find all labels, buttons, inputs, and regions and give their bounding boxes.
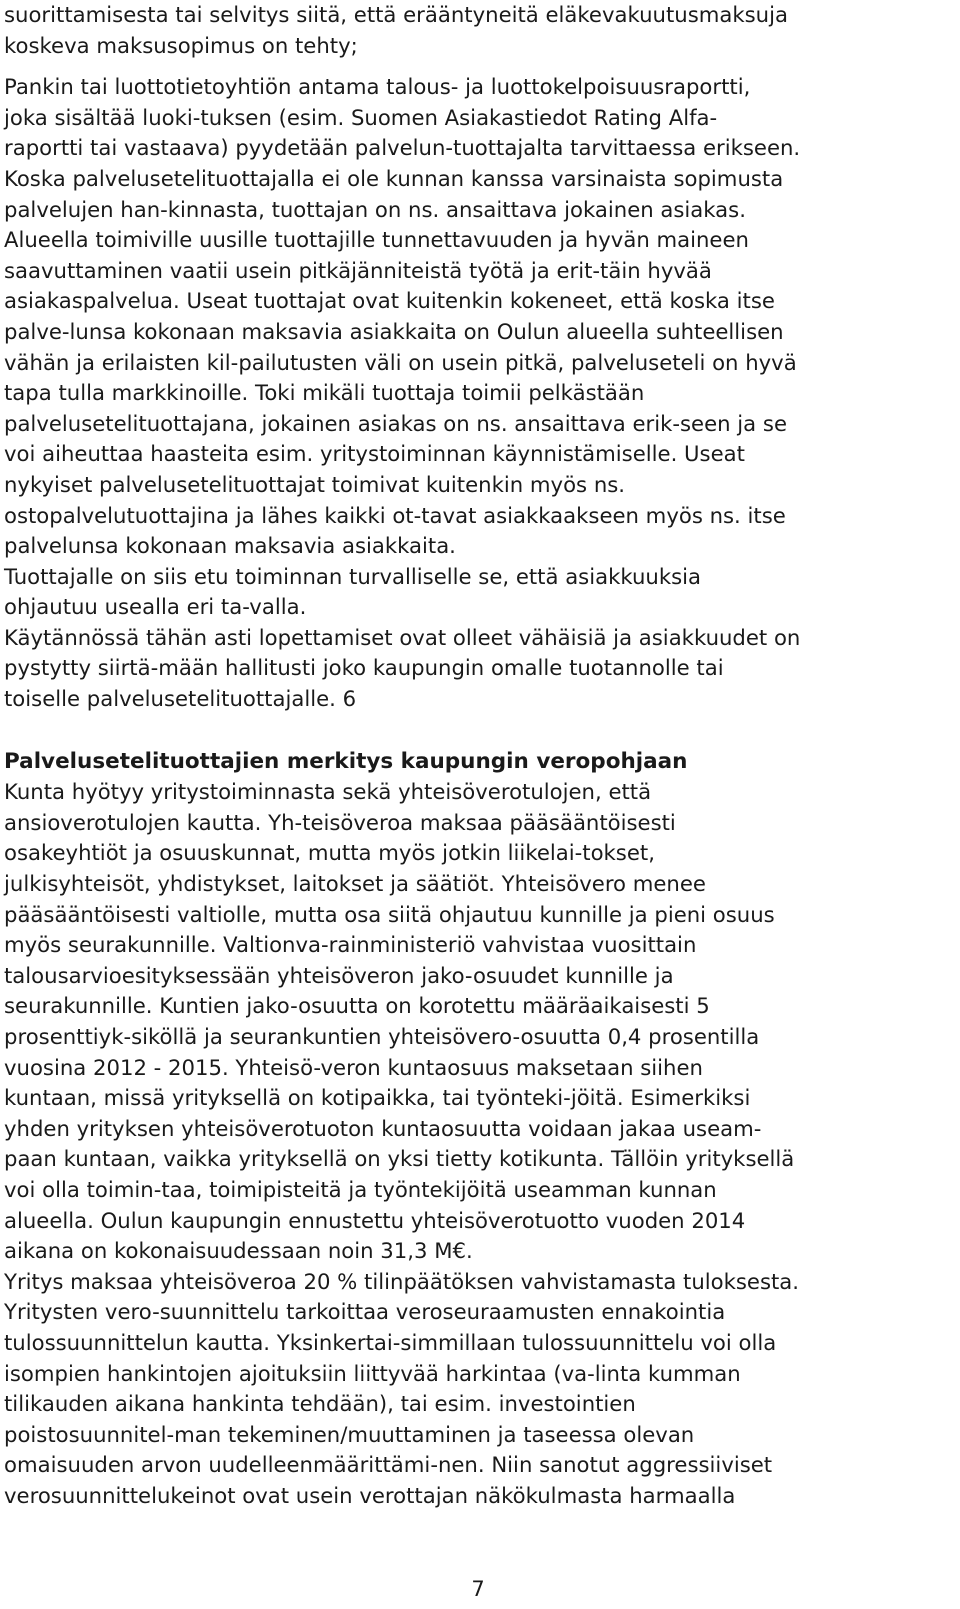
- text-line: yhden yrityksen yhteisöverotuoton kuntaosuutta voidaan jakaa useam-: [4, 1115, 762, 1141]
- text-line: paan kuntaan, vaikka yrityksellä on yksi tietty kotikunta. Tällöin yrityksellä: [4, 1146, 795, 1172]
- text-line: toiselle palvelusetelituottajalle. 6: [4, 686, 357, 712]
- text-line: palvelunsa kokonaan maksavia asiakkaita.: [4, 533, 456, 559]
- paragraph-tax-base: [4, 777, 952, 1511]
- text-line: omaisuuden arvon uudelleenmäärittämi-nen. Niin sanotut aggressiiviset: [4, 1452, 773, 1478]
- text-line: suorittamisesta tai selvitys siitä, että erääntyneitä eläkevakuutusmaksuja: [4, 2, 788, 27]
- text-line: palvelujen han-kinnasta, tuottajan on ns. ansaittava jokainen asiakas.: [4, 196, 746, 222]
- text-line: julkisyhteisöt, yhdistykset, laitokset ja säätiöt. Yhteisövero menee: [4, 871, 706, 897]
- text-line: asiakaspalvelua. Useat tuottajat ovat kuitenkin kokeneet, että koska itse: [4, 288, 775, 314]
- text-line: Yritysten vero-suunnittelu tarkoittaa veroseuraamusten ennakointia: [4, 1299, 726, 1325]
- text-line: seurakunnille. Kuntien jako-osuutta on korotettu määräaikaisesti 5: [4, 993, 710, 1019]
- text-line: palve-lunsa kokonaan maksavia asiakkaita on Oulun alueella suhteellisen: [4, 318, 784, 344]
- text-line: isompien hankintojen ajoituksiin liittyvää harkintaa (va-linta kumman: [4, 1360, 741, 1386]
- text-line: Tuottajalle on siis etu toiminnan turvalliselle se, että asiakkuuksia: [4, 563, 702, 589]
- text-line: joka sisältää luoki-tuksen (esim. Suomen Asiakastiedot Rating Alfa-: [4, 104, 718, 130]
- document-page: [4, 0, 952, 1601]
- text-line: nykyiset palvelusetelituottajat toimivat kuitenkin myös ns.: [4, 471, 626, 497]
- text-line: Koska palvelusetelituottajalla ei ole kunnan kanssa varsinaista sopimusta: [4, 165, 784, 191]
- text-line: ansioverotulojen kautta. Yh-teisöveroa maksaa pääsääntöisesti: [4, 809, 676, 835]
- text-line: saavuttaminen vaatii usein pitkäjänniteistä työtä ja erit-täin hyvää: [4, 257, 712, 283]
- text-line: koskeva maksusopimus on tehty;: [4, 32, 358, 58]
- text-line: myös seurakunnille. Valtionva-rainministeriö vahvistaa vuosittain: [4, 932, 697, 958]
- text-line: Pankin tai luottotietoyhtiön antama talous- ja luottokelpoisuusraportti,: [4, 74, 751, 100]
- text-line: tapa tulla markkinoille. Toki mikäli tuottaja toimii pelkästään: [4, 380, 645, 406]
- text-line: Kunta hyötyy yritystoiminnasta sekä yhteisöverotulojen, että: [4, 779, 652, 805]
- text-line: ostopalvelutuottajina ja lähes kaikki ot-tavat asiakkaakseen myös ns. itse: [4, 502, 786, 528]
- text-line: tulossuunnittelun kautta. Yksinkertai-simmillaan tulossuunnittelu voi olla: [4, 1329, 777, 1355]
- text-line: poistosuunnitel-man tekeminen/muuttaminen ja taseessa olevan: [4, 1421, 695, 1447]
- text-line: voi olla toimin-taa, toimipisteitä ja työntekijöitä useamman kunnan: [4, 1176, 717, 1202]
- text-line: vähän ja erilaisten kil-pailutusten väli on usein pitkä, palveluseteli on hyvä: [4, 349, 797, 375]
- text-line: palvelusetelituottajana, jokainen asiakas on ns. ansaittava erik-seen ja se: [4, 410, 787, 436]
- text-line: aikana on kokonaisuudessaan noin 31,3 M€.: [4, 1238, 473, 1264]
- text-line: kuntaan, missä yrityksellä on kotipaikka, tai työnteki-jöitä. Esimerkiksi: [4, 1085, 751, 1111]
- section-heading: Palvelusetelituottajien merkitys kaupungin veropohjaan: [4, 748, 688, 774]
- text-line: pääsääntöisesti valtiolle, mutta osa siitä ohjautuu kunnille ja pieni osuus: [4, 901, 775, 927]
- text-line: Alueella toimiville uusille tuottajille tunnettavuuden ja hyvän maineen: [4, 227, 749, 253]
- text-line: pystytty siirtä-mään hallitusti joko kaupungin omalle tuotannolle tai: [4, 655, 724, 681]
- text-line: alueella. Oulun kaupungin ennustettu yhteisöverotuotto vuoden 2014: [4, 1207, 746, 1233]
- paragraph-spacer: [4, 61, 952, 72]
- text-line: Käytännössä tähän asti lopettamiset ovat olleet vähäisiä ja asiakkuudet on: [4, 624, 801, 650]
- text-line: tilikauden aikana hankinta tehdään), tai esim. investointien: [4, 1391, 636, 1417]
- text-line: ohjautuu usealla eri ta-valla.: [4, 594, 307, 620]
- text-line: raportti tai vastaava) pyydetään palvelun-tuottajalta tarvittaessa erikseen.: [4, 135, 801, 161]
- text-line: verosuunnittelukeinot ovat usein verottajan näkökulmasta harmaalla: [4, 1482, 736, 1508]
- paragraph-intro: [4, 0, 952, 61]
- text-line: vuosina 2012 - 2015. Yhteisö-veron kuntaosuus maksetaan siihen: [4, 1054, 703, 1080]
- text-line: prosenttiyk-siköllä ja seurankuntien yhteisövero-osuutta 0,4 prosentilla: [4, 1024, 760, 1049]
- text-line: Yritys maksaa yhteisöveroa 20 % tilinpäätöksen vahvistamasta tuloksesta.: [4, 1268, 800, 1294]
- text-line: voi aiheuttaa haasteita esim. yritystoiminnan käynnistämiselle. Useat: [4, 441, 745, 467]
- paragraph-credit-report: [4, 72, 952, 714]
- text-line: osakeyhtiöt ja osuuskunnat, mutta myös jotkin liikelai-tokset,: [4, 840, 655, 866]
- text-line: talousarvioesityksessään yhteisöveron jako-osuudet kunnille ja: [4, 962, 674, 988]
- section-spacer: [4, 715, 952, 747]
- page-number: 7: [471, 1577, 485, 1601]
